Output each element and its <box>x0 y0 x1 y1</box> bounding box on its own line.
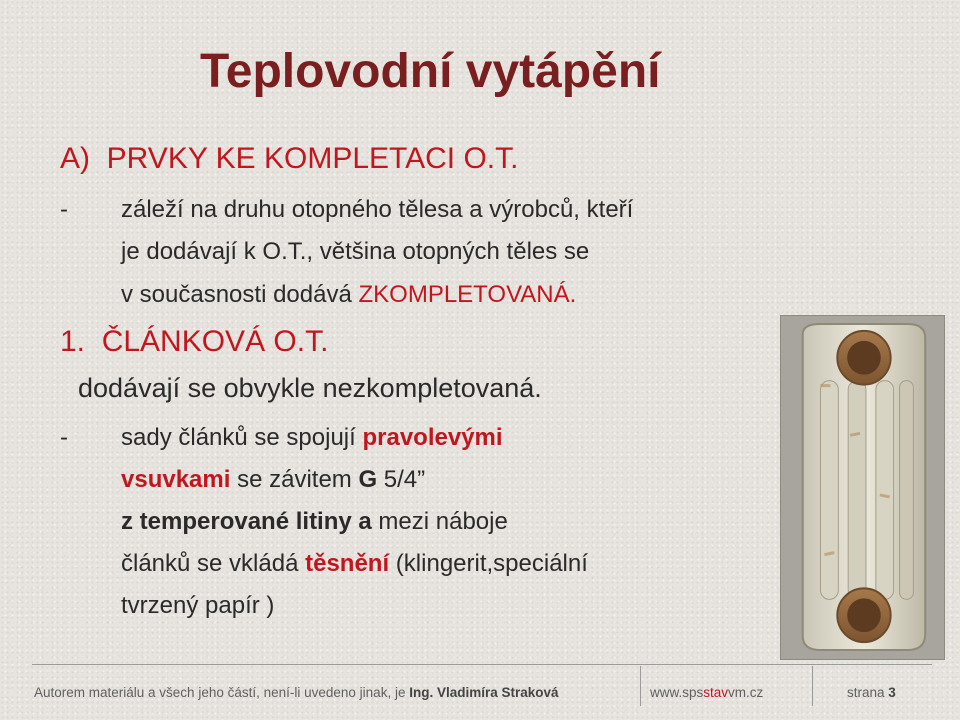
term-pravolevymi: pravolevými <box>362 424 503 451</box>
section-a-line-3-text: v současnosti dodává <box>121 281 359 308</box>
footer-author: Ing. Vladimíra Straková <box>409 685 559 700</box>
footer-site-prefix: www.sps <box>650 685 704 700</box>
section-1-line-5: tvrzený papír ) <box>121 592 275 619</box>
section-a-line-3 <box>121 281 576 309</box>
section-a-highlight: ZKOMPLETOVANÁ. <box>358 281 577 308</box>
footer-page <box>847 685 896 700</box>
footer-site-suffix: vm.cz <box>728 685 764 700</box>
section-1-line-2 <box>121 466 425 494</box>
section-1-heading: 1. ČLÁNKOVÁ O.T. <box>60 325 329 358</box>
radiator-photo <box>780 315 945 660</box>
thread-g: G <box>358 466 378 493</box>
footer-separator-1 <box>640 666 641 706</box>
page-number: 3 <box>888 685 896 700</box>
section-1-line-1 <box>121 424 503 452</box>
thread-size: 5/4” <box>377 466 426 493</box>
section-a-bullet: - <box>60 196 68 223</box>
slide-title: Teplovodní vytápění <box>200 45 661 98</box>
footer-credit-text: Autorem materiálu a všech jeho částí, není-li uvedeno jinak, je <box>34 685 410 700</box>
section-1-bullet: - <box>60 424 68 451</box>
section-a-heading: A) PRVKY KE KOMPLETACI O.T. <box>60 142 519 175</box>
term-litina: z temperované litiny a <box>121 508 372 535</box>
section-1-subheading: dodávají se obvykle nezkompletovaná. <box>78 373 542 403</box>
section-1-line-3-text: mezi náboje <box>371 508 508 535</box>
section-1-line-4-text: článků se vkládá <box>121 550 306 577</box>
footer-credit <box>34 685 559 700</box>
term-tesneni: těsnění <box>305 550 390 577</box>
section-1-line-4-rest: (klingerit,speciální <box>389 550 588 577</box>
footer-divider <box>32 664 932 665</box>
section-1-line-4 <box>121 550 588 578</box>
section-1-line-1-text: sady článků se spojují <box>121 424 363 451</box>
footer-site-highlight: stav <box>703 685 729 700</box>
term-vsuvkami: vsuvkami <box>121 466 231 493</box>
section-1-line-3 <box>121 508 508 536</box>
footer-page-label: strana <box>847 685 889 700</box>
radiator-illustration <box>781 316 944 659</box>
section-a-line-2: je dodávají k O.T., většina otopných těles se <box>121 238 590 265</box>
footer-website[interactable] <box>650 685 763 700</box>
section-1-line-2-text: se závitem <box>230 466 359 493</box>
footer-separator-2 <box>812 666 813 706</box>
section-a-line-1: záleží na druhu otopného tělesa a výrobců, kteří <box>121 196 634 223</box>
